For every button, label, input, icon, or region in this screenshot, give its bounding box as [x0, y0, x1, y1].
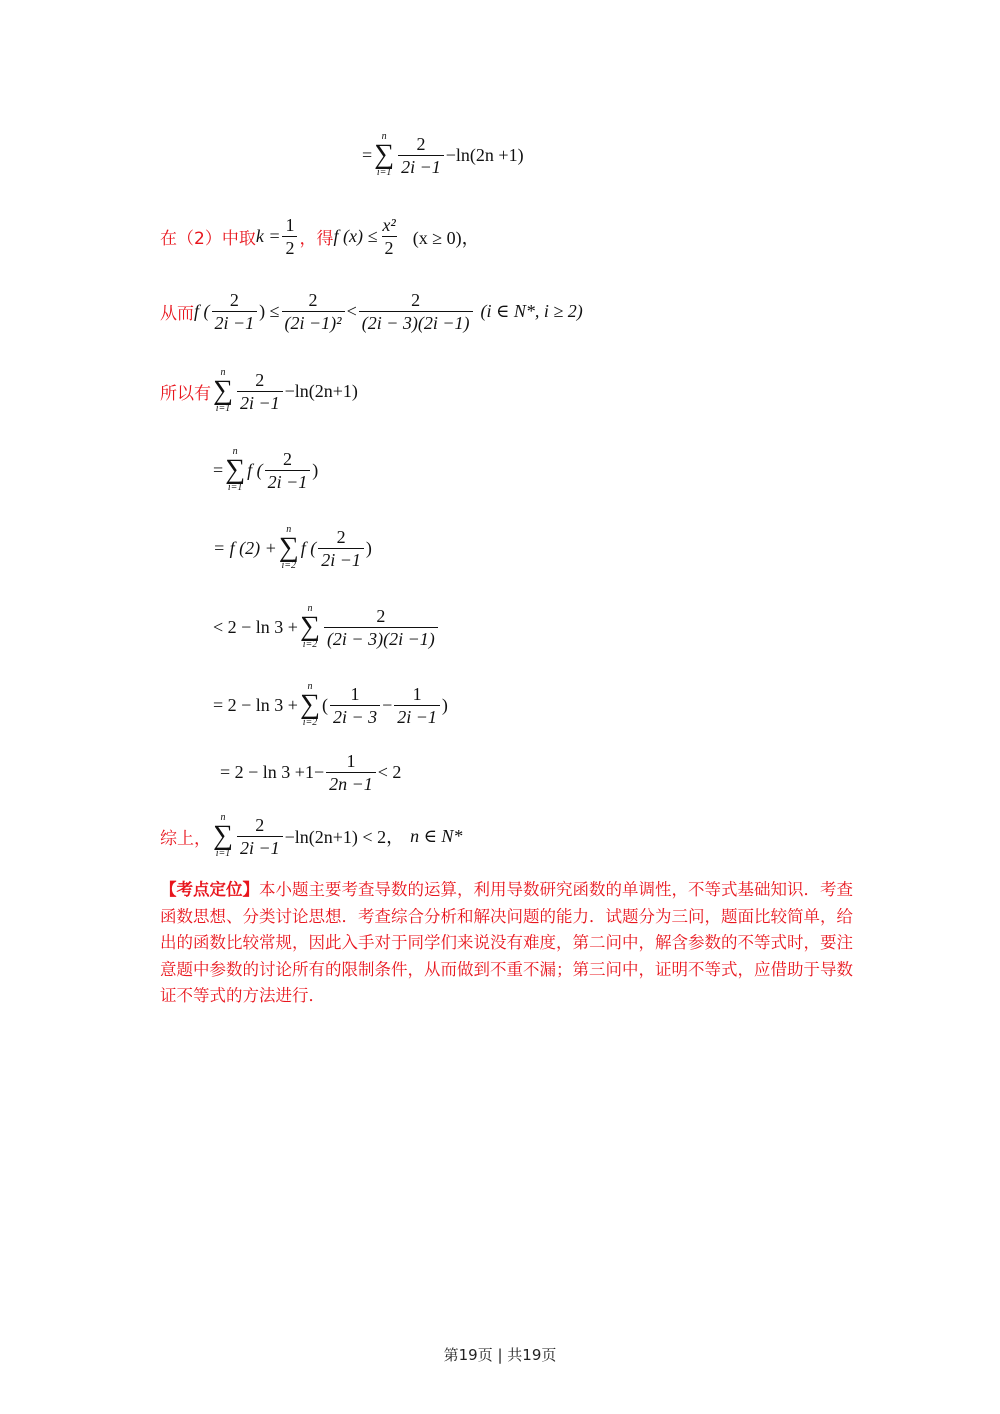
formula-line-4 [160, 368, 358, 414]
formula-tail: −ln(2n +1) [445, 144, 524, 165]
analysis-paragraph [160, 877, 860, 1010]
fraction: $\frac{2}{(2i - 3)(2i -1)}$ [324, 605, 438, 650]
equals-sign: = [362, 144, 373, 165]
fraction: $\frac{2}{2i -1}$ [318, 526, 364, 571]
line-prefix: 在（2）中取 [160, 229, 256, 249]
formula-tail: −ln(2n+1) [284, 380, 358, 401]
line-mid-text: ，得 [299, 229, 334, 249]
condition: n ∈ N* [410, 825, 463, 846]
fraction: $\frac{2}{2i -1}$ [237, 369, 283, 414]
fraction: $\frac{1}{2}$ [282, 214, 297, 259]
fraction: $\frac{1}{2i - 3}$ [330, 683, 380, 728]
line-prefix: 所以有 [160, 383, 211, 404]
analysis-heading: 【考点定位】 [160, 880, 259, 899]
condition: (i ∈ N*, i ≥ 2) [480, 301, 583, 321]
summation: n ∑ i=1 [374, 131, 395, 178]
fraction: $\frac{2}{2i -1}$ [398, 133, 444, 178]
fraction: $\frac{1}{2i -1}$ [394, 683, 440, 728]
fraction: $\frac{2}{2i -1}$ [237, 814, 283, 859]
formula-line-9: = 2 − ln 3 +1− $\frac{1}{2n -1}$ < 2 [220, 751, 402, 794]
condition: (x ≥ 0)， [412, 227, 480, 248]
function-expression: f (x) ≤ [333, 226, 378, 246]
formula-line-5: = n ∑ i=1 f ( $\frac{2}{2i -1}$ ) [213, 446, 319, 493]
formula-line-7: < 2 − ln 3 + n ∑ i=2 $\frac{2}{(2i - 3)(2i -1)}$ [213, 604, 440, 650]
page-footer: 第19页 | 共19页 [443, 1346, 557, 1364]
summation: n ∑ i=1 [213, 367, 233, 414]
fraction: $\frac{2}{(2i - 3)(2i -1)}$ [359, 289, 473, 334]
summation: n ∑ i=1 [225, 446, 246, 493]
formula-line-1 [362, 132, 524, 178]
summation: n ∑ i=1 [213, 812, 233, 859]
summation: n ∑ i=2 [278, 524, 299, 571]
fraction: $\frac{1}{2n -1}$ [326, 750, 376, 795]
summation: n ∑ i=2 [299, 603, 320, 650]
fraction: $\frac{2}{2i -1}$ [212, 289, 258, 334]
formula-line-8: = 2 − ln 3 + n ∑ i=2 ( $\frac{1}{2i - 3}$ − $\frac{1}{2i -1}$ ) [213, 681, 448, 728]
fraction: $\frac{\text{x²}}{2}$ [382, 215, 396, 258]
formula-line-3: 从而 f ( $\frac{2}{2i -1}$ ) ≤ $\frac{2}{\text{(2i −1)²}}$ < $\frac{2}{(2i - 3)(2i -1)}$ (i ∈ N*, i ≥ 2) [160, 290, 583, 333]
fraction: $\frac{2}{2i -1}$ [265, 448, 311, 493]
formula-line-6: = f (2) + n ∑ i=2 f ( $\frac{2}{2i -1}$ ) [213, 524, 372, 571]
line-prefix: 综上， [160, 828, 211, 849]
summation: n ∑ i=2 [299, 681, 320, 728]
k-variable: k = [255, 226, 281, 246]
fraction: $\frac{2}{\text{(2i −1)²}}$ [282, 289, 345, 334]
formula-line-10: 综上， n ∑ i=1 $\frac{2}{2i -1}$ −ln(2n+1) < 2， n ∈ N* [160, 812, 463, 859]
analysis-body: 本小题主要考查导数的运算，利用导数研究函数的单调性，不等式基础知识．考查函数思想、分类讨论思想．考查综合分析和解决问题的能力．试题分为三问，题面比较简单，给出的函数比较常规，因此入手对于同学们来说没有难度，第二问中，解含参数的不等式时，要注意题中参数的讨论所有的限制条件，从而做到不重不漏；第三问中，证明不等式，应借助于导数证不等式的方法进行． [160, 880, 853, 1005]
line-prefix: 从而 [160, 304, 194, 324]
formula-line-2 [160, 214, 480, 259]
